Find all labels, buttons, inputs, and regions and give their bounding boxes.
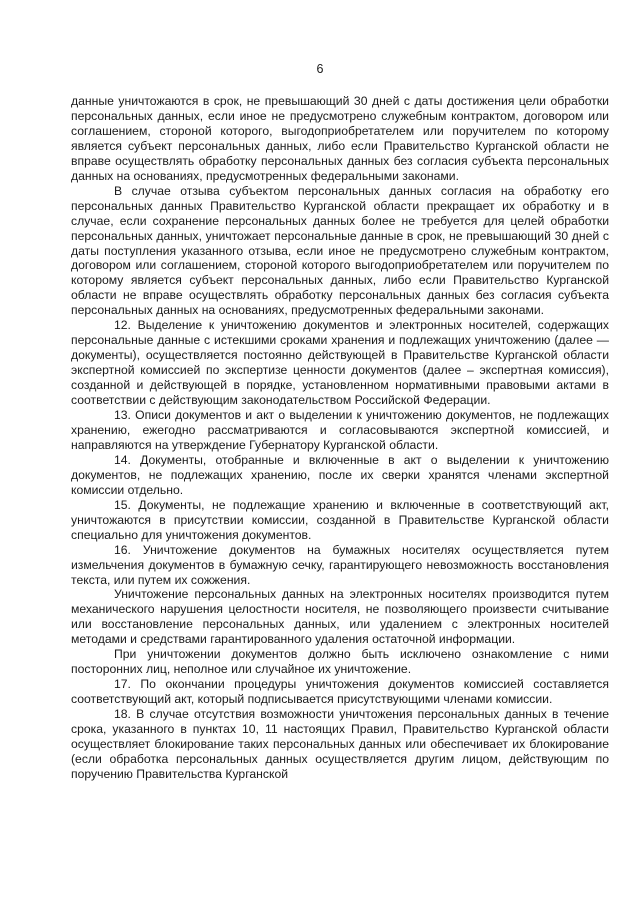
- paragraph: При уничтожении документов должно быть исключено ознакомление с ними посторонних лиц, неполное или случайное их уничтожение.: [71, 647, 609, 677]
- paragraph: 12. Выделение к уничтожению документов и электронных носителей, содержащих персональные данные с истекшими сроками хранения и подлежащих уничтожению (далее — документы), осуществляется постоянно действующей в Правительстве Курганской области экспертной комиссией по экспертизе ценности документов (далее – экспертная комиссия), созданной и действующей в порядке, установленном нормативными правовыми актами в соответствии с действующим законодательством Российской Федерации.: [71, 318, 609, 408]
- paragraph: Уничтожение персональных данных на электронных носителях производится путем механического нарушения целостности носителя, не позволяющего произвести считывание или восстановление персональных данных, или удалением с электронных носителей методами и средствами гарантированного удаления остаточной информации.: [71, 587, 609, 647]
- paragraph: 16. Уничтожение документов на бумажных носителях осуществляется путем измельчения документов в бумажную сечку, гарантирующего невозможность восстановления текста, или путем их сожжения.: [71, 542, 609, 587]
- paragraph: данные уничтожаются в срок, не превышающий 30 дней с даты достижения цели обработки персональных данных, если иное не предусмотрено служебным контрактом, договором или соглашением, стороной которого, выгодоприобретателем или поручителем по которому является субъект персональных данных, либо если Правительство Курганской области не вправе осуществлять обработку персональных данных без согласия субъекта персональных данных на основаниях, предусмотренных федеральными законами.: [71, 94, 609, 183]
- paragraph: В случае отзыва субъектом персональных данных согласия на обработку его персональных данных Правительство Курганской области прекращает их обработку и в случае, если сохранение персональных данных более не требуется для целей обработки персональных данных, уничтожает персональные данные в срок, не превышающий 30 дней с даты поступления указанного отзыва, если иное не предусмотрено служебным контрактом, договором или соглашением, стороной которого выгодоприобретателем или поручителем по которому является субъект персональных данных, либо если Правительство Курганской области не вправе осуществлять обработку персональных данных без согласия субъекта персональных данных на основаниях, предусмотренных федеральными законами.: [71, 183, 609, 318]
- paragraph: 17. По окончании процедуры уничтожения документов комиссией составляется соответствующий акт, который подписывается присутствующими членами комиссии.: [71, 677, 609, 707]
- document-body: [71, 94, 609, 782]
- paragraph: 14. Документы, отобранные и включенные в акт о выделении к уничтожению документов, не подлежащих хранению, после их сверки хранятся членами экспертной комиссии отдельно.: [71, 452, 609, 497]
- paragraph: 15. Документы, не подлежащие хранению и включенные в соответствующий акт, уничтожаются в присутствии комиссии, созданной в Правительстве Курганской области специально для уничтожения документов.: [71, 497, 609, 542]
- paragraph: 18. В случае отсутствия возможности уничтожения персональных данных в течение срока, указанного в пунктах 10, 11 настоящих Правил, Правительство Курганской области осуществляет блокирование таких персональных данных или обеспечивает их блокирование (если обработка персональных данных осуществляется другим лицом, действующим по поручению Правительства Курганской: [71, 707, 609, 781]
- paragraph: 13. Описи документов и акт о выделении к уничтожению документов, не подлежащих хранению, ежегодно рассматриваются и согласовываются экспертной комиссией, и направляются на утверждение Губернатору Курганской области.: [71, 408, 609, 452]
- page-number: 6: [316, 62, 324, 76]
